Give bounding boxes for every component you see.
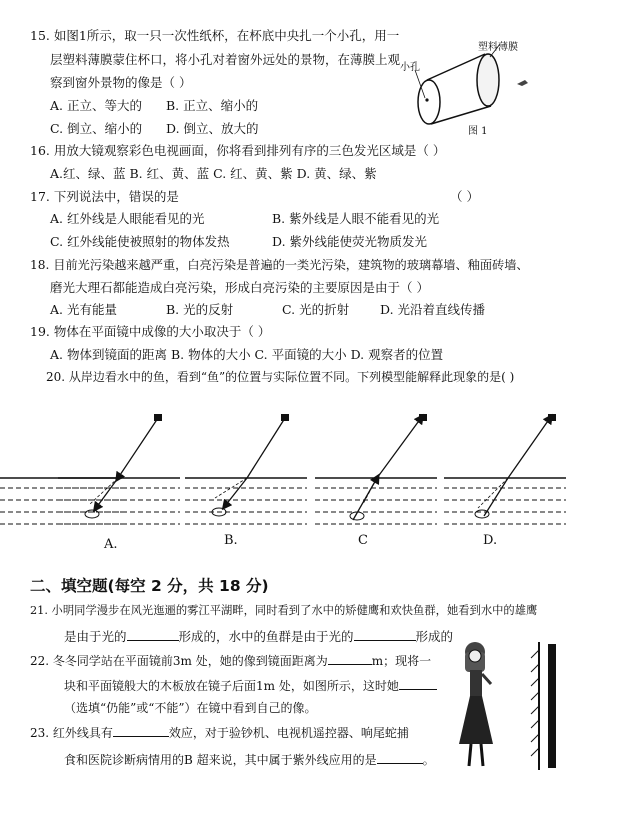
q23-line2 bbox=[64, 751, 435, 768]
q21-text-b: 形成的，水中的鱼群是由于光的 bbox=[178, 629, 354, 644]
q23-text-c: 食和医院诊断病情用的B 超来说，其中属于紫外线应用的是 bbox=[64, 753, 377, 767]
q18-option-c: C. 光的折射 bbox=[282, 302, 350, 317]
q17-option-d: D. 紫外线能使荧光物质发光 bbox=[272, 234, 428, 249]
q21-blank-2[interactable] bbox=[354, 628, 416, 641]
q21-text-c: 形成的 bbox=[415, 629, 454, 644]
q22-blank-1[interactable] bbox=[328, 652, 372, 665]
q17-answer-paren: （ ） bbox=[450, 189, 479, 204]
section2-title: 二、填空题(每空 2 分，共 18 分) bbox=[30, 577, 269, 595]
q17-option-c: C. 红外线能使被照射的物体发热 bbox=[50, 234, 230, 249]
q17-line1: 17. 下列说法中，错误的是 bbox=[30, 189, 179, 204]
q18-line1: 18. 目前光污染越来越严重，白亮污染是普遍的一类光污染，建筑物的玻璃幕墙、釉面砖墙、 bbox=[30, 258, 529, 272]
q22-girl-mirror-figure bbox=[445, 640, 565, 775]
q15-line3: 察到窗外景物的像是（ ） bbox=[50, 75, 192, 90]
q22-line2 bbox=[64, 677, 437, 694]
q22-blank-2[interactable] bbox=[399, 677, 437, 690]
q21-line1: 21. 小明同学漫步在风光迤逦的雾江平湖畔，同时看到了水中的矫健鹰和欢快鱼群，她看到水中的雄鹰 bbox=[30, 604, 538, 617]
q19-line1: 19. 物体在平面镜中成像的大小取决于（ ） bbox=[30, 324, 271, 339]
diagram-b bbox=[185, 414, 307, 524]
q21-blank-1[interactable] bbox=[127, 628, 179, 641]
diagram-a bbox=[58, 414, 180, 524]
q16-line1: 16. 用放大镜观察彩色电视画面，你将看到排列有序的三色发光区域是（ ） bbox=[30, 143, 446, 158]
figure1-film-label: 塑料薄膜 bbox=[478, 42, 518, 53]
q23-line1 bbox=[30, 724, 409, 741]
diagram-a-label: A. bbox=[104, 537, 118, 552]
diagram-d-label: D. bbox=[483, 533, 498, 548]
q19-options: A. 物体到镜面的距离 B. 物体的大小 C. 平面镜的大小 D. 观察者的位置 bbox=[50, 347, 444, 362]
q22-line3: （选填“仍能”或“不能”）在镜中看到自己的像。 bbox=[64, 701, 317, 715]
diagram-c bbox=[315, 414, 437, 524]
q22-text-a: 22. 冬冬同学站在平面镜前3m 处，她的像到镜面距离为 bbox=[30, 654, 328, 668]
q23-blank-2[interactable] bbox=[377, 751, 423, 764]
figure1-caption: 图 1 bbox=[468, 126, 488, 137]
diagram-d bbox=[444, 414, 566, 524]
q15-option-a: A. 正立、等大的 bbox=[50, 98, 142, 113]
q18-option-d: D. 光沿着直线传播 bbox=[380, 302, 486, 317]
q22-text-b: m；现将一 bbox=[371, 654, 432, 668]
q17-option-a: A. 红外线是人眼能看见的光 bbox=[50, 211, 205, 226]
q17-option-b: B. 紫外线是人眼不能看见的光 bbox=[272, 211, 440, 226]
q18-option-b: B. 光的反射 bbox=[166, 302, 234, 317]
q23-blank-1[interactable] bbox=[113, 724, 169, 737]
diagram-b-label: B. bbox=[224, 533, 238, 548]
q22-line1 bbox=[30, 652, 431, 669]
q22-text-c: 块和平面镜般大的木板放在镜子后面1m 处，如图所示，这时她 bbox=[64, 679, 399, 693]
diagram-c-label: C bbox=[358, 533, 368, 548]
q15-line2: 层塑料薄膜蒙住杯口，将小孔对着窗外远处的景物，在薄膜上观 bbox=[50, 52, 401, 67]
q21-text-a: 是由于光的 bbox=[64, 629, 127, 644]
q15-line1: 15. 如图1所示，取一只一次性纸杯，在杯底中央扎一个小孔，用一 bbox=[30, 28, 400, 43]
q15-option-b: B. 正立、缩小的 bbox=[166, 98, 259, 113]
q20-diagrams bbox=[0, 408, 628, 568]
q18-line2: 磨光大理石都能造成白亮污染，形成白亮污染的主要原因是由于（ ） bbox=[50, 280, 429, 295]
q23-text-b: 效应，对于验钞机、电视机遥控器、响尾蛇捕 bbox=[168, 726, 409, 740]
q15-option-c: C. 倒立、缩小的 bbox=[50, 121, 143, 136]
q18-option-a: A. 光有能量 bbox=[50, 302, 117, 317]
q21-line2 bbox=[64, 628, 453, 645]
figure1-hole-label: 小孔 bbox=[400, 62, 420, 73]
q23-text-d: 。 bbox=[422, 753, 435, 767]
q23-text-a: 23. 红外线具有 bbox=[30, 726, 113, 740]
q16-options: A.红、绿、蓝 B. 红、黄、蓝 C. 红、黄、紫 D. 黄、绿、紫 bbox=[50, 166, 377, 181]
q20-line1: 20. 从岸边看水中的鱼，看到“鱼”的位置与实际位置不同。下列模型能解释此现象的是( ) bbox=[46, 370, 515, 384]
q15-option-d: D. 倒立、放大的 bbox=[166, 121, 259, 136]
